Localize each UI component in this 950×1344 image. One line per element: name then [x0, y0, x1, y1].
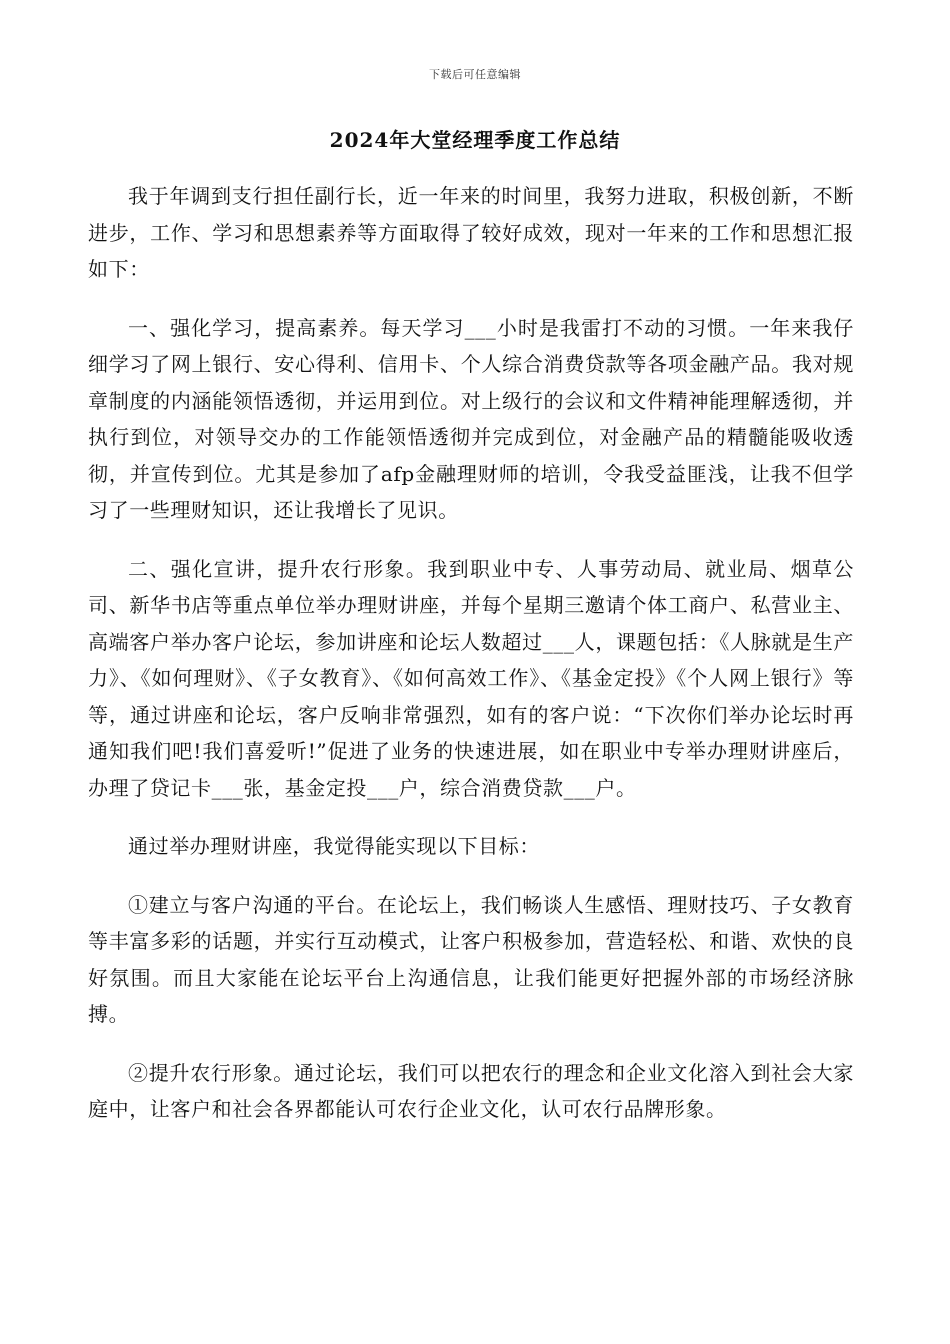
paragraph-goal-1: ①建立与客户沟通的平台。在论坛上，我们畅谈人生感悟、理财技巧、子女教育等丰富多彩的话题，并实行互动模式，让客户积极参加，营造轻松、和谐、欢快的良好氛围。而且大家能在论坛平台上沟通信息，让我们能更好把握外部的市场经济脉搏。 — [88, 892, 854, 1026]
header-note: 下载后可任意编辑 — [429, 68, 521, 81]
paragraph-section-1: 一、强化学习，提高素养。每天学习___小时是我雷打不动的习惯。一年来我仔细学习了网上银行、安心得利、信用卡、个人综合消费贷款等各项金融产品。我对规章制度的内涵能领悟透彻，并运用到位。对上级行的会议和文件精神能理解透彻，并执行到位，对领导交办的工作能领悟透彻并完成到位，对金融产品的精髓能吸收透彻，并宣传到位。尤其是参加了afp金融理财师的培训，令我受益匪浅，让我不但学习了一些理财知识，还让我增长了见识。 — [88, 315, 854, 522]
paragraph-goal-2: ②提升农行形象。通过论坛，我们可以把农行的理念和企业文化溶入到社会大家庭中，让客户和社会各界都能认可农行企业文化，认可农行品牌形象。 — [88, 1060, 854, 1121]
paragraph-intro: 我于年调到支行担任副行长，近一年来的时间里，我努力进取，积极创新，不断进步，工作、学习和思想素养等方面取得了较好成效，现对一年来的工作和思想汇报如下： — [88, 184, 854, 281]
paragraph-section-2: 二、强化宣讲，提升农行形象。我到职业中专、人事劳动局、就业局、烟草公司、新华书店等重点单位举办理财讲座，并每个星期三邀请个体工商户、私营业主、高端客户举办客户论坛，参加讲座和论坛人数超过___人，课题包括：《人脉就是生产力》、《如何理财》、《子女教育》、《如何高效工作》、《基金定投》《个人网上银行》等等，通过讲座和论坛，客户反响非常强烈，如有的客户说：“下次你们举办论坛时再通知我们吧!我们喜爱听!”促进了业务的快速进展，如在职业中专举办理财讲座后，办理了贷记卡___张，基金定投___户，综合消费贷款___户。 — [88, 556, 854, 800]
document-body — [88, 178, 854, 1150]
document-title: 2024年大堂经理季度工作总结 — [329, 128, 621, 152]
paragraph-goals-intro: 通过举办理财讲座，我觉得能实现以下目标： — [128, 834, 540, 858]
